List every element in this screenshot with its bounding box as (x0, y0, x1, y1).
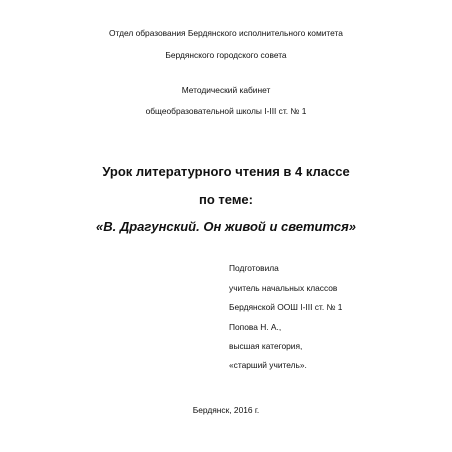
footer-place-date: Бердянск, 2016 г. (192, 405, 260, 415)
author-name: Попова Н. А., (229, 322, 282, 332)
author-category: высшая категория, (229, 341, 303, 351)
header-method-office: Методический кабинет (181, 85, 271, 95)
lesson-title: Урок литературного чтения в 4 классе (102, 164, 350, 179)
header-department: Отдел образования Бердянского исполнительного комитета (109, 28, 343, 38)
author-title: «старший учитель». (229, 360, 307, 370)
lesson-topic: «В. Драгунский. Он живой и светится» (96, 219, 356, 234)
header-council: Бердянского городского совета (165, 50, 287, 60)
author-prepared-by: Подготовила (229, 263, 279, 273)
lesson-topic-label: по теме: (198, 192, 253, 207)
author-position: учитель начальных классов (229, 283, 338, 293)
header-school: общеобразовательной школы І-ІІІ ст. № 1 (145, 106, 307, 116)
author-school: Бердянской ООШ І-ІІІ ст. № 1 (229, 302, 343, 312)
